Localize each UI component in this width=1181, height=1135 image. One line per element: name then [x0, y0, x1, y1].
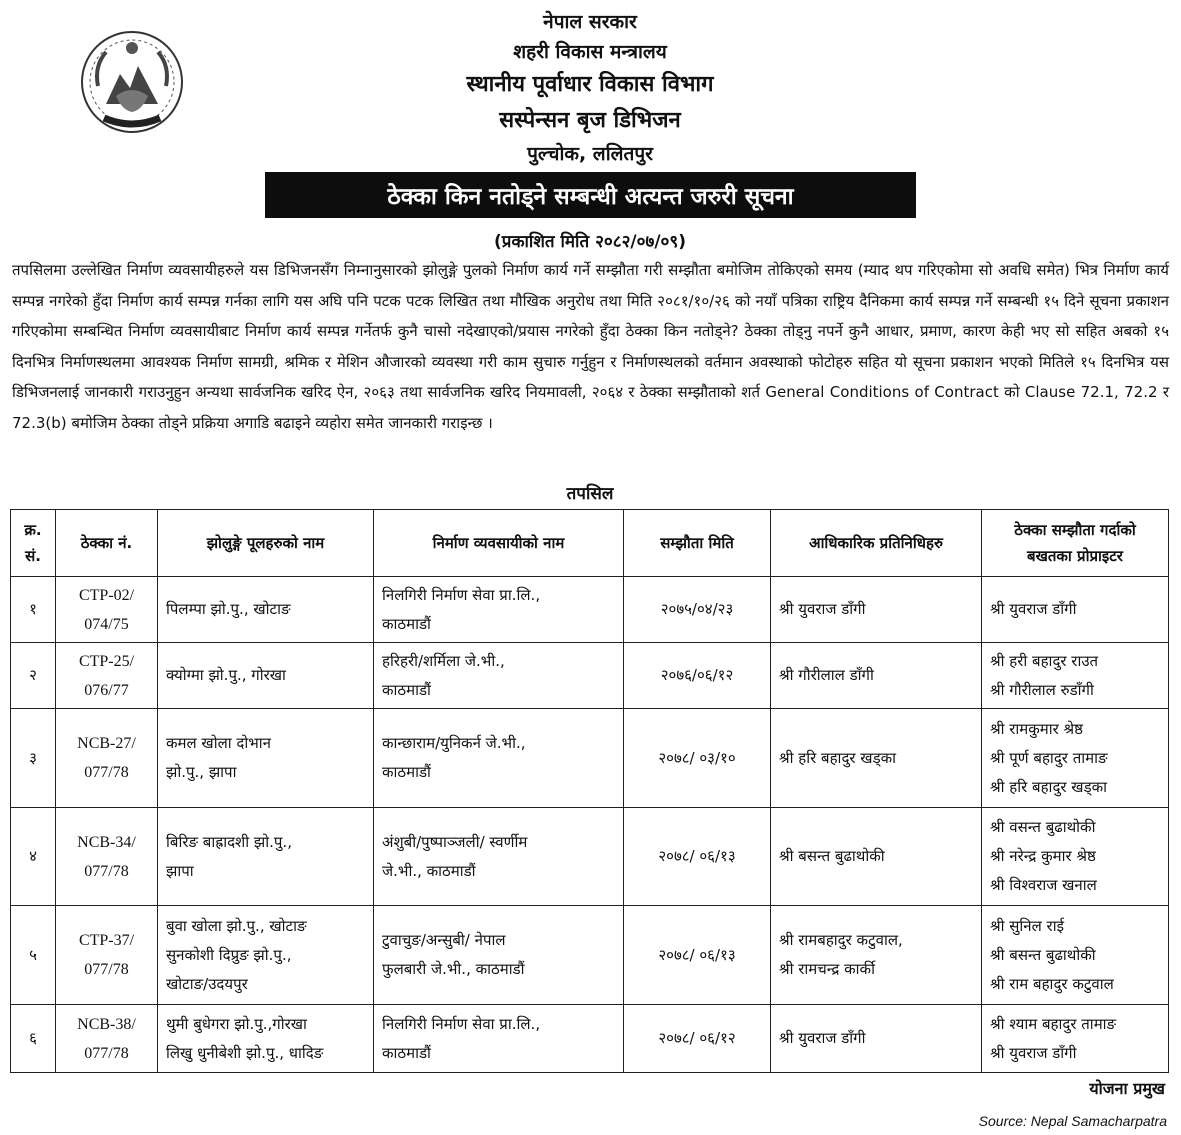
contracts-table: [10, 509, 1169, 1073]
header-proprietors: [982, 510, 1169, 577]
header-representatives: [771, 510, 982, 577]
header-text: आधिकारिक प्रतिनिधिहरु: [809, 534, 943, 552]
contract-no-cell: [56, 1005, 158, 1073]
cell-text-line: श्री हरि बहादुर खड्का: [990, 777, 1108, 796]
cell-text-line: श्री राम बहादुर कटुवाल: [990, 974, 1114, 993]
table-header-row: [11, 510, 1169, 577]
header-text: निर्माण व्यवसायीको नाम: [432, 534, 565, 552]
header-text: झोलुङ्गे पूलहरुको नाम: [206, 534, 325, 552]
contractor-cell: [374, 1005, 624, 1073]
agreement-date-cell: २०७८/ ०६/१२: [624, 1005, 771, 1073]
cell-text-line: जे.भी., काठमाडौं: [382, 861, 476, 880]
contractor-cell: [374, 906, 624, 1005]
cell-text-line: श्री बसन्त बुढाथोकी: [990, 945, 1096, 964]
cell-text-line: अंशुबी/पुष्पाञ्जली/ स्वर्णीम: [382, 832, 528, 851]
bridge-name-cell: [158, 709, 374, 808]
header-text: सम्झौता मिति: [660, 534, 734, 552]
proprietors-cell: [982, 906, 1169, 1005]
representatives-cell: [771, 709, 982, 808]
cell-text-line: श्री सुनिल राई: [990, 916, 1064, 935]
table-row: [11, 1005, 1169, 1073]
table-caption: तपसिल: [566, 484, 614, 504]
serial-cell: १: [11, 577, 56, 643]
agreement-date-cell: २०७८/ ०६/१३: [624, 808, 771, 906]
cell-text-line: CTP-25/: [78, 652, 135, 670]
header-text: बखतका प्रोप्राइटर: [1027, 547, 1123, 565]
serial-cell: ६: [11, 1005, 56, 1073]
cell-text-line: काठमाडौं: [382, 763, 431, 781]
cell-text-line: निलगिरी निर्माण सेवा प्रा.लि.,: [382, 1014, 541, 1033]
header-text: क्र.: [24, 521, 42, 539]
cell-text-line: NCB-38/: [77, 1015, 136, 1033]
nepal-government-emblem-icon: [76, 26, 188, 138]
cell-text-line: बुवा खोला झो.पु., खोटाङ: [166, 916, 307, 935]
bridge-name-cell: [158, 643, 374, 709]
contractor-cell: [374, 577, 624, 643]
cell-text-line: श्री नरेन्द्र कुमार श्रेष्ठ: [990, 847, 1096, 865]
cell-text-line: पिलम्पा झो.पु., खोटाङ: [166, 600, 291, 618]
representatives-cell: [771, 906, 982, 1005]
cell-text-line: श्री गौरीलाल रुडाँगी: [990, 680, 1094, 699]
published-date: (प्रकाशित मिति २०८२/०७/०९): [494, 232, 686, 252]
representatives-cell: [771, 643, 982, 709]
cell-text-line: काठमाडौं: [382, 680, 431, 699]
header-text: ठेक्का सम्झौता गर्दाको: [1014, 521, 1136, 539]
cell-text-line: क्योग्मा झो.पु., गोरखा: [166, 666, 286, 684]
cell-text-line: श्री युवराज डाँगी: [990, 1043, 1077, 1062]
header-department: स्थानीय पूर्वाधार विकास विभाग: [466, 72, 714, 97]
table-row: [11, 808, 1169, 906]
cell-text-line: काठमाडौं: [382, 1043, 431, 1062]
serial-cell: ५: [11, 906, 56, 1005]
cell-text-line: कमल खोला दोभान: [166, 734, 272, 752]
proprietors-cell: [982, 1005, 1169, 1073]
bridge-name-cell: [158, 1005, 374, 1073]
serial-cell: २: [11, 643, 56, 709]
cell-text-line: श्री बसन्त बुढाथोकी: [779, 847, 885, 865]
cell-text-line: फुलबारी जे.भी., काठमाडौं: [382, 960, 525, 978]
header-contractor: [374, 510, 624, 577]
cell-text-line: टुवाचुङ/अन्सुबी/ नेपाल: [382, 931, 506, 949]
source-credit: Source: Nepal Samacharpatra: [978, 1113, 1167, 1129]
cell-text-line: थुमी बुधेगरा झो.पु.,गोरखा: [166, 1014, 307, 1033]
cell-text-line: श्री श्याम बहादुर तामाङ: [990, 1014, 1117, 1033]
contractor-cell: [374, 808, 624, 906]
header-bridge-name: [158, 510, 374, 577]
cell-text-line: 077/78: [84, 862, 129, 880]
header-ministry: शहरी विकास मन्त्रालय: [513, 41, 667, 63]
cell-text-line: श्री गौरीलाल डाँगी: [779, 666, 874, 684]
cell-text-line: 076/77: [84, 681, 129, 699]
contractor-cell: [374, 709, 624, 808]
cell-text-line: खोटाङ/उदयपुर: [166, 974, 248, 993]
cell-text-line: श्री रामकुमार श्रेष्ठ: [990, 719, 1083, 738]
cell-text-line: श्री रामबहादुर कटुवाल,: [779, 931, 903, 949]
table-row: [11, 709, 1169, 808]
table-row: [11, 643, 1169, 709]
cell-text-line: 077/78: [84, 764, 129, 781]
cell-text-line: CTP-02/: [78, 586, 135, 604]
contract-no-cell: [56, 808, 158, 906]
header-contract-no: [56, 510, 158, 577]
signature-designation: योजना प्रमुख: [1089, 1079, 1165, 1098]
proprietors-cell: [982, 709, 1169, 808]
serial-cell: ४: [11, 808, 56, 906]
cell-text-line: NCB-34/: [77, 833, 136, 851]
notice-title: ठेक्का किन नतोड्ने सम्बन्धी अत्यन्त जरुरी सूचना: [265, 172, 916, 218]
agreement-date-cell: २०७६/०६/१२: [624, 643, 771, 709]
cell-text-line: 077/78: [84, 1044, 129, 1062]
proprietors-cell: [982, 643, 1169, 709]
cell-text-line: 074/75: [84, 615, 129, 633]
cell-text-line: श्री वसन्त बुढाथोकी: [990, 818, 1096, 836]
table-row: [11, 577, 1169, 643]
agreement-date-cell: २०७५/०४/२३: [624, 577, 771, 643]
representatives-cell: [771, 808, 982, 906]
table-body: [11, 577, 1169, 1073]
agreement-date-cell: २०७८/ ०३/१०: [624, 709, 771, 808]
representatives-cell: [771, 577, 982, 643]
proprietors-cell: [982, 808, 1169, 906]
cell-text-line: श्री हरि बहादुर खड्का: [779, 748, 897, 767]
cell-text-line: झो.पु., झापा: [166, 763, 237, 781]
header-government: नेपाल सरकार: [543, 11, 637, 33]
contractor-cell: [374, 643, 624, 709]
cell-text-line: CTP-37/: [78, 932, 135, 949]
cell-text-line: श्री युवराज डाँगी: [990, 600, 1077, 618]
serial-cell: ३: [11, 709, 56, 808]
bridge-name-cell: [158, 906, 374, 1005]
cell-text-line: काठमाडौं: [382, 614, 431, 633]
cell-text-line: निलगिरी निर्माण सेवा प्रा.लि.,: [382, 585, 541, 604]
cell-text-line: लिखु धुनीबेशी झो.पु., धादिङ: [166, 1043, 324, 1062]
header-address: पुल्चोक, ललितपुर: [527, 143, 653, 165]
cell-text-line: झापा: [166, 861, 194, 880]
header-text: ठेक्का नं.: [80, 534, 133, 552]
cell-text-line: श्री रामचन्द्र कार्की: [779, 960, 875, 978]
bridge-name-cell: [158, 808, 374, 906]
header-text: सं.: [25, 547, 41, 565]
cell-text-line: सुनकोशी दिप्रुङ झो.पु.,: [166, 945, 292, 964]
cell-text-line: 077/78: [84, 961, 129, 978]
cell-text-line: श्री पूर्ण बहादुर तामाङ: [990, 748, 1108, 767]
notice-body: तपसिलमा उल्लेखित निर्माण व्यवसायीहरुले यस डिभिजनसँग निम्नानुसारको झोलुङ्गे पुलको निर्माण कार्य गर्ने सम्झौता गरी सम्झौता बमोजिम तोकिएको समय (म्याद थप गरिएकोमा सो अवधि समेत) भित्र निर्माण कार्य सम्पन्न नगरेको हुँदा निर्माण कार्य सम्पन्न गर्नका लागि यस अघि पनि पटक पटक लिखित तथा मौखिक अनुरोध तथा मिति २०८१/१०/२६ को नयाँ पत्रिका राष्ट्रिय दैनिकमा कार्य सम्पन्न गर्ने सम्बन्धी १५ दिने सूचना प्रकाशन गरिएकोमा सम्बन्धित निर्माण व्यवसायीबाट निर्माण कार्य सम्पन्न गर्नेतर्फ कुनै चासो नदेखाएको/प्रयास नगरेको हुँदा ठेक्का किन नतोड्ने? ठेक्का तोड्नु नपर्ने कुनै आधार, प्रमाण, कारण केही भए सो सहित अबको १५ दिनभित्र निर्माणस्थलमा आवश्यक निर्माण सामग्री, श्रमिक र मेशिन औजारको व्यवस्था गरी काम सुचारु गर्नुहुन र निर्माणस्थलको वर्तमान अवस्थाको फोटोहरु सहित यो सूचना प्रकाशन भएको मितिले १५ दिनभित्र यस डिभिजनलाई जानकारी गराउनुहुन अन्यथा सार्वजनिक खरिद ऐन, २०६३ तथा सार्वजनिक खरिद नियमावली, २०६४ र ठेक्का सम्झौताको शर्त General Conditions of Contract को Clause 72.1, 72.2 र 72.3(b) बमोजिम ठेक्का तोड्ने प्रक्रिया अगाडि बढाइने व्यहोरा समेत जानकारी गराइन्छ ।: [12, 261, 1169, 432]
cell-text-line: श्री विश्वराज खनाल: [990, 876, 1097, 894]
cell-text-line: श्री हरी बहादुर राउत: [990, 651, 1099, 670]
cell-text-line: कान्छाराम/युनिकर्न जे.भी.,: [382, 734, 526, 752]
table-row: [11, 906, 1169, 1005]
contract-no-cell: [56, 906, 158, 1005]
contract-no-cell: [56, 709, 158, 808]
header-agreement-date: [624, 510, 771, 577]
header-serial: [11, 510, 56, 577]
proprietors-cell: [982, 577, 1169, 643]
cell-text-line: श्री युवराज डाँगी: [779, 1029, 866, 1047]
bridge-name-cell: [158, 577, 374, 643]
contract-no-cell: [56, 577, 158, 643]
cell-text-line: NCB-27/: [77, 735, 136, 752]
cell-text-line: हरिहरी/शर्मिला जे.भी.,: [382, 651, 505, 670]
cell-text-line: बिरिङ बाह्रादशी झो.पु.,: [166, 832, 292, 851]
representatives-cell: [771, 1005, 982, 1073]
header-division: सस्पेन्सन बृज डिभिजन: [499, 108, 681, 133]
contract-no-cell: [56, 643, 158, 709]
cell-text-line: श्री युवराज डाँगी: [779, 600, 866, 618]
agreement-date-cell: २०७८/ ०६/१३: [624, 906, 771, 1005]
